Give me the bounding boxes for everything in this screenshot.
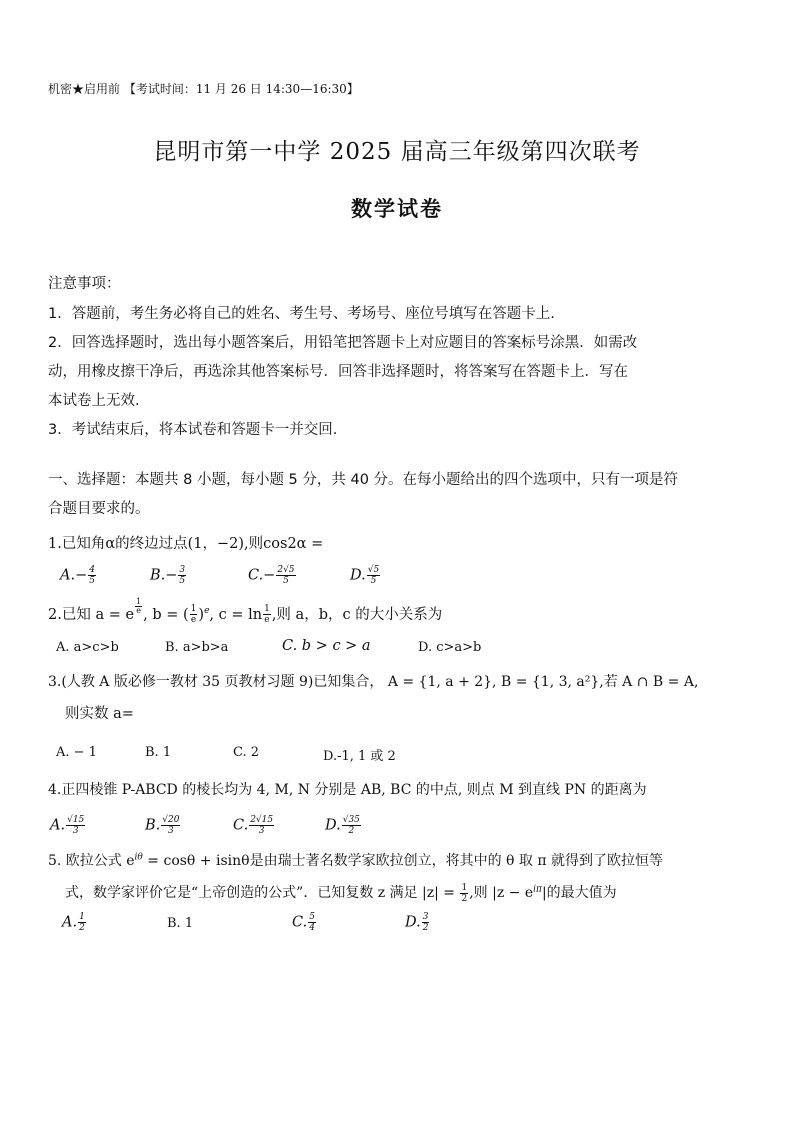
q2-option-d: D. c>a>b <box>418 640 482 655</box>
question-1-stem: 1.已知角α的终边过点(1，−2),则cos2α = <box>48 536 324 552</box>
note-2-line-2: 动，用橡皮擦干净后，再选涂其他答案标号．回答非选择题时，将答案写在答题卡上．写在 <box>48 364 628 380</box>
note-3: 3．考试结束后，将本试卷和答题卡一并交回. <box>48 422 338 438</box>
question-2-stem: 2.已知 a = e $^{\frac{1}{e}}$ , b = ( $\frac{1}{e}$ )$^e$, c = ln $\frac{1}{e}$ ,则 a，b，c 的大小关系为 <box>48 597 443 626</box>
q4-option-a: A. $\frac{√15}{3}$ <box>50 815 85 836</box>
q4-option-d: D. $\frac{√35}{2}$ <box>325 815 360 836</box>
q4-option-c: C. $\frac{2√15}{3}$ <box>233 815 274 836</box>
confidential-header: 机密★启用前 【考试时间：11 月 26 日 14:30—16:30】 <box>48 82 359 96</box>
q5-option-b: B. 1 <box>167 916 194 931</box>
exam-subtitle: 数学试卷 <box>351 196 443 221</box>
q3-option-c: C. 2 <box>233 745 260 760</box>
q1-option-a: A.− $\frac{4}{5}$ <box>60 565 95 586</box>
section-heading-line-2: 合题目要求的。 <box>48 501 150 517</box>
q2-option-b: B. a>b>a <box>165 640 229 655</box>
q2-option-c: C. b > c > a <box>282 638 371 654</box>
q3-option-a: A. − 1 <box>56 745 97 760</box>
q5-option-c: C. $\frac{5}{4}$ <box>292 912 315 933</box>
note-1: 1．答题前，考生务必将自己的姓名、考生号、考场号、座位号填写在答题卡上. <box>48 306 555 322</box>
q1-option-d: D. $\frac{√5}{5}$ <box>350 565 380 586</box>
q3-option-d: D.-1, 1 或 2 <box>323 749 396 764</box>
section-heading-line-1: 一、选择题：本题共 8 小题，每小题 5 分，共 40 分。在每小题给出的四个选项中，只有一项是符 <box>48 472 679 488</box>
q3-option-b: B. 1 <box>145 745 172 760</box>
note-2-line-3: 本试卷上无效. <box>48 393 140 409</box>
exam-title: 昆明市第一中学 2025 届高三年级第四次联考 <box>153 139 641 165</box>
q1-option-b: B.− $\frac{3}{5}$ <box>150 565 186 586</box>
q5-option-a: A. $\frac{1}{2}$ <box>62 912 85 933</box>
question-3-line-1: 3.(人教 A 版必修一教材 35 页教材习题 9)已知集合， A = {1, a + 2}, B = {1, 3, a²},若 A ∩ B = A, <box>48 674 699 690</box>
question-3-line-2: 则实数 a= <box>65 706 134 722</box>
question-5-line-2: 式，数学家评价它是“上帝创造的公式”．已知复数 z 满足 |z| = $\frac{1}{2}$ ,则 $|z - e^{i\pi}|$的最大值为 <box>65 882 617 904</box>
question-4-stem: 4.正四棱锥 P-ABCD 的棱长均为 4, M, N 分别是 AB, BC 的中点, 则点 M 到直线 PN 的距离为 <box>48 782 647 798</box>
q4-option-b: B. $\frac{√20}{3}$ <box>145 815 180 836</box>
notes-heading: 注意事项： <box>48 276 121 292</box>
q2-option-a: A. a>c>b <box>56 640 119 655</box>
q5-option-d: D. $\frac{3}{2}$ <box>405 912 429 933</box>
note-2-line-1: 2．回答选择题时，选出每小题答案后，用铅笔把答题卡上对应题目的答案标号涂黑．如需改 <box>48 335 638 351</box>
question-5-line-1: 5. 欧拉公式 $e^{i\theta} = \cos\theta + isin\theta$是由瑞士著名数学家欧拉创立，将其中的 θ 取 π 就得到了欧拉恒等 <box>48 852 664 869</box>
q1-option-c: C.− $\frac{2√5}{5}$ <box>248 565 295 586</box>
